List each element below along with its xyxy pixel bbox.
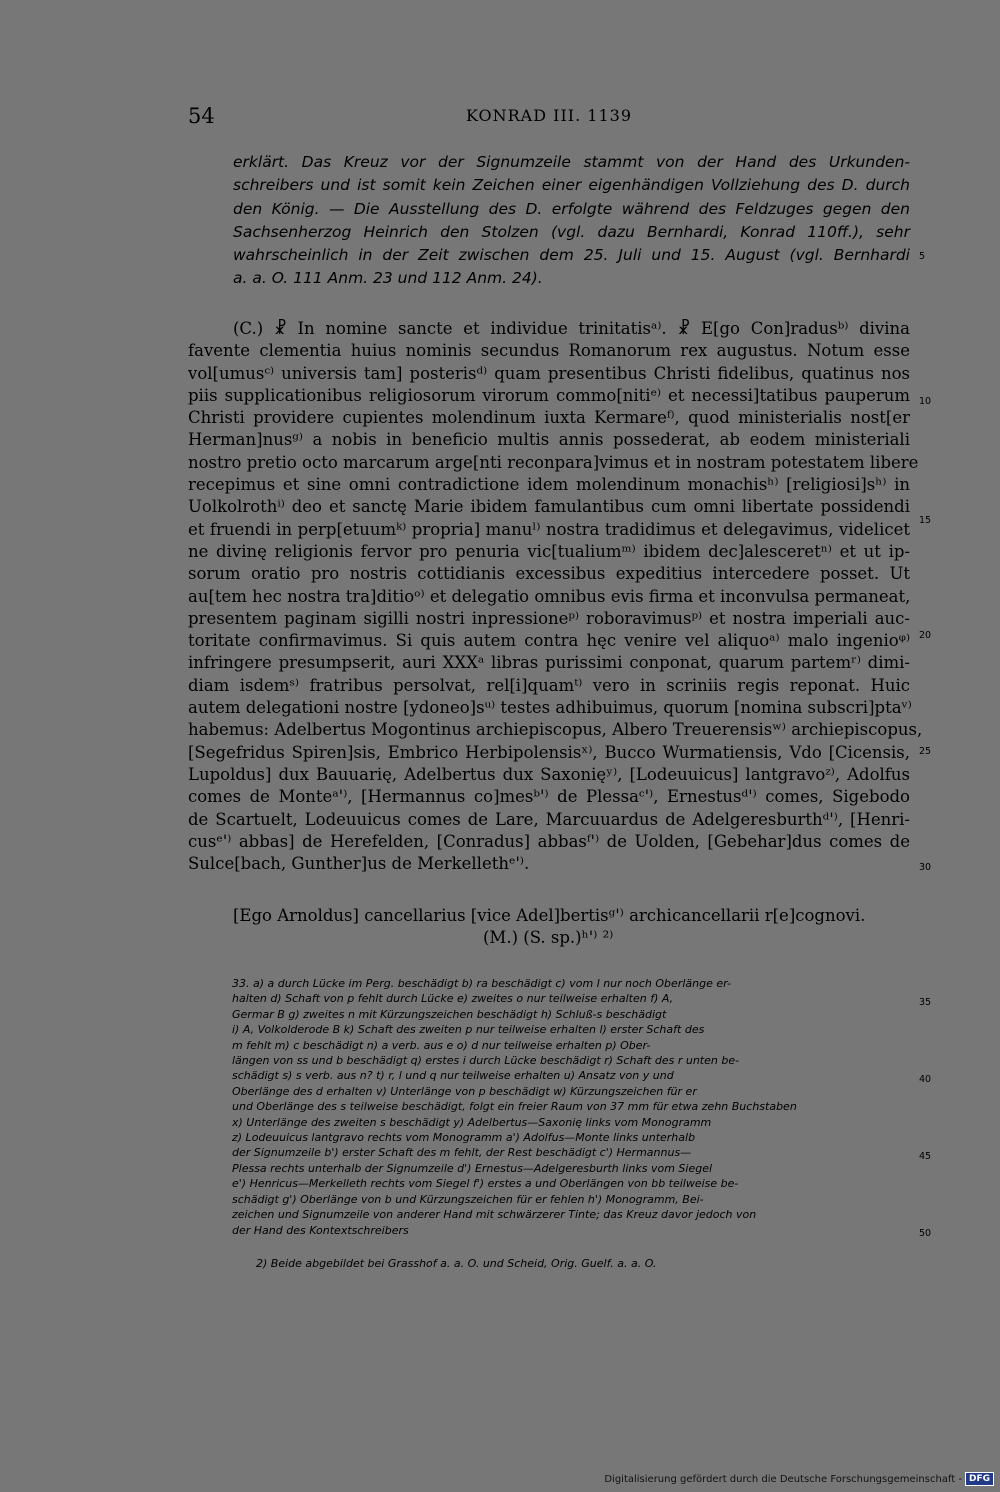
- intro-paragraph: [233, 151, 910, 291]
- critical-apparatus: [232, 976, 910, 1238]
- intro-line: Sachsenherzog Heinrich den Stolzen (vgl. dazu Bernhardi, Konrad 110ff.), sehr: [233, 222, 910, 241]
- charter-line: autem delegationi nostre [ydoneo]sᵘ⁾ testes adhibuimus, quorum [nomina subscri]ptaᵛ⁾: [188, 698, 912, 718]
- note-line: der Signumzeile b') erster Schaft des m fehlt, der Rest beschädigt c') Hermannus—: [232, 1146, 692, 1160]
- charter-line: cusᵉ'⁾ abbas] de Herefelden, [Conradus] abbasᶠ'⁾ de Uolden, [Gebehar]dus comes de: [188, 831, 910, 851]
- charter-line: et fruendi in perp[etuumᵏ⁾ propria] manuˡ⁾ nostra tradidimus et delegavimus, videlicet: [188, 519, 910, 539]
- note-line: e') Henricus—Merkelleth rechts vom Siegel f') erstes a und Oberlängen von bb teilweise be-: [232, 1177, 739, 1191]
- charter-line: favente clementia huius nominis secundus Romanorum rex augustus. Notum esse: [188, 341, 910, 361]
- note-line: x) Unterlänge des zweiten s beschädigt y) Adelbertus—Saxonię links vom Monogramm: [232, 1115, 712, 1129]
- charter-line: toritate confirmavimus. Si quis autem contra hęc venire vel aliquoᵃ⁾ malo ingenioᵠ⁾: [188, 631, 910, 651]
- charter-line: piis supplicationibus religiosorum virorum commo[nitiᵉ⁾ et necessi]tatibus pauperum: [188, 385, 910, 405]
- dfg-logo: DFG: [965, 1472, 994, 1486]
- charter-line: comes de Monteᵃ'⁾, [Hermannus co]mesᵇ'⁾ de Plessaᶜ'⁾, Ernestusᵈ'⁾ comes, Sigebodo: [188, 787, 910, 807]
- intro-line: a. a. O. 111 Anm. 23 und 112 Anm. 24).: [233, 269, 543, 288]
- charter-line: recepimus et sine omni contradictione idem molendinum monachisʰ⁾ [religiosi]sʰ⁾ in: [188, 475, 910, 495]
- footnote-2: 2) Beide abgebildet bei Grasshof a. a. O. und Scheid, Orig. Guelf. a. a. O.: [256, 1257, 657, 1270]
- charter-line: Uolkolrothⁱ⁾ deo et sanctę Marie ibidem famulantibus cum omni libertate possidendi: [188, 497, 910, 517]
- note-line: Germar B g) zweites n mit Kürzungszeichen beschädigt h) Schluß-s beschädigt: [232, 1007, 667, 1021]
- line-number: 45: [919, 1151, 932, 1162]
- note-line: i) A, Volkolderode B k) Schaft des zweiten p nur teilweise erhalten l) erster Schaft des: [232, 1023, 705, 1037]
- charter-text: [188, 318, 923, 875]
- charter-line: Lupoldus] dux Bauuarię, Adelbertus dux Saxonięʸ⁾, [Lodeuuicus] lantgravoᶻ⁾, Adolfus: [188, 764, 910, 784]
- recognition-line: [Ego Arnoldus] cancellarius [vice Adel]bertisᵍ'⁾ archicancellarii r[e]cognovi.: [233, 906, 866, 925]
- note-line: längen von ss und b beschädigt q) erstes i durch Lücke beschädigt r) Schaft des r unten be-: [232, 1054, 740, 1068]
- line-number: 5: [919, 251, 926, 262]
- charter-line: Christi providere cupientes molendinum iuxta Kermareᶠ⁾, quod ministerialis nost[er: [188, 408, 910, 428]
- charter-line: habemus: Adelbertus Mogontinus archiepiscopus, Albero Treuerensisʷ⁾ archiepiscopus,: [188, 720, 923, 740]
- charter-line: de Scartuelt, Lodeuuicus comes de Lare, Marcuuardus de Adelgeresburthᵈ'⁾, [Henri-: [188, 809, 910, 829]
- charter-line: au[tem hec nostra tra]ditioᵒ⁾ et delegatio omnibus evis firma et inconvulsa permaneat,: [188, 586, 911, 606]
- line-number: 20: [919, 630, 932, 641]
- line-number: 35: [919, 997, 932, 1008]
- intro-line: wahrscheinlich in der Zeit zwischen dem 25. Juli und 15. August (vgl. Bernhardi: [233, 246, 910, 265]
- intro-line: schreibers und ist somit kein Zeichen einer eigenhändigen Vollziehung des D. durch: [233, 176, 910, 195]
- note-line: der Hand des Kontextschreibers: [232, 1223, 409, 1237]
- note-line: halten d) Schaft von p fehlt durch Lücke e) zweites o nur teilweise erhalten f) A,: [232, 992, 674, 1006]
- charter-line: ne divinę religionis fervor pro penuria vic[tualiumᵐ⁾ ibidem dec]alesceretⁿ⁾ et ut ip-: [188, 541, 910, 561]
- charter-line: [Segefridus Spiren]sis, Embrico Herbipolensisˣ⁾, Bucco Wurmatiensis, Vdo [Cicensis,: [188, 742, 910, 762]
- charter-line: Herman]nusᵍ⁾ a nobis in beneficio multis annis possederat, ab eodem ministeriali: [188, 430, 910, 450]
- footer-text: Digitalisierung gefördert durch die Deutsche Forschungsgemeinschaft -: [604, 1473, 962, 1485]
- line-number: 30: [919, 862, 932, 873]
- note-line: und Oberlänge des s teilweise beschädigt, folgt ein freier Raum von 37 mm für etwa zehn Buchstaben: [232, 1100, 797, 1114]
- line-number: 15: [919, 515, 932, 526]
- running-title: KONRAD III. 1139: [465, 106, 632, 125]
- note-line: 33. a) a durch Lücke im Perg. beschädigt b) ra beschädigt c) vom l nur noch Oberlänge er-: [232, 977, 731, 990]
- page-header: [188, 104, 910, 130]
- charter-line: presentem paginam sigilli nostri inpressioneᵖ⁾ roboravimusᵖ⁾ et nostra imperiali auc-: [188, 608, 910, 628]
- note-line: Oberlänge des d erhalten v) Unterlänge von p beschädigt w) Kürzungszeichen für er: [232, 1084, 697, 1098]
- note-line: m fehlt m) c beschädigt n) a verb. aus e o) d nur teilweise erhalten p) Ober-: [232, 1038, 651, 1052]
- charter-line: (C.) ☧ In nomine sancte et individue trinitatisᵃ⁾. ☧ E[go Con]radusᵇ⁾ divina: [233, 319, 910, 338]
- funding-footer: [604, 1472, 994, 1486]
- charter-line: vol[umusᶜ⁾ universis tam] posterisᵈ⁾ quam presentibus Christi fidelibus, quatinus nos: [188, 363, 910, 383]
- line-number: 40: [919, 1074, 932, 1085]
- monogram-seal-line: (M.) (S. sp.)ʰ'⁾ ²⁾: [483, 928, 614, 948]
- note-line: schädigt g') Oberlänge von b und Kürzungszeichen für er fehlen h') Monogramm, Bei-: [232, 1192, 704, 1206]
- charter-closing: [233, 905, 910, 950]
- charter-line: infringere presumpserit, auri XXXᵃ libras purissimi conponat, quarum partemʳ⁾ dimi-: [188, 653, 910, 673]
- note-line: schädigt s) s verb. aus n? t) r, l und q nur teilweise erhalten u) Ansatz von y und: [232, 1069, 674, 1083]
- line-number: 25: [919, 746, 932, 757]
- charter-line: diam isdemˢ⁾ fratribus persolvat, rel[i]quamᵗ⁾ vero in scriniis regis reponat. Huic: [188, 675, 910, 695]
- line-number: 10: [919, 396, 932, 407]
- intro-line: den König. — Die Ausstellung des D. erfolgte während des Feldzuges gegen den: [233, 199, 910, 218]
- line-number: 50: [919, 1228, 932, 1239]
- charter-line: nostro pretio octo marcarum arge[nti reconpara]vimus et in nostram potestatem libere: [188, 452, 919, 472]
- charter-line: sorum oratio pro nostris cottidianis excessibus expeditius intercedere posset. Ut: [188, 564, 910, 584]
- note-line: z) Lodeuuicus lantgravo rechts vom Monogramm a') Adolfus—Monte links unterhalb: [232, 1131, 696, 1145]
- note-line: zeichen und Signumzeile von anderer Hand mit schwärzerer Tinte; das Kreuz davor jedoch von: [232, 1208, 757, 1222]
- note-line: Plessa rechts unterhalb der Signumzeile d') Ernestus—Adelgeresburth links vom Siegel: [232, 1161, 713, 1175]
- intro-line: erklärt. Das Kreuz vor der Signumzeile stammt von der Hand des Urkunden-: [233, 153, 910, 171]
- page-number: 54: [188, 104, 215, 128]
- charter-line: Sulce[bach, Gunther]us de Merkellethᵉ'⁾.: [188, 854, 530, 874]
